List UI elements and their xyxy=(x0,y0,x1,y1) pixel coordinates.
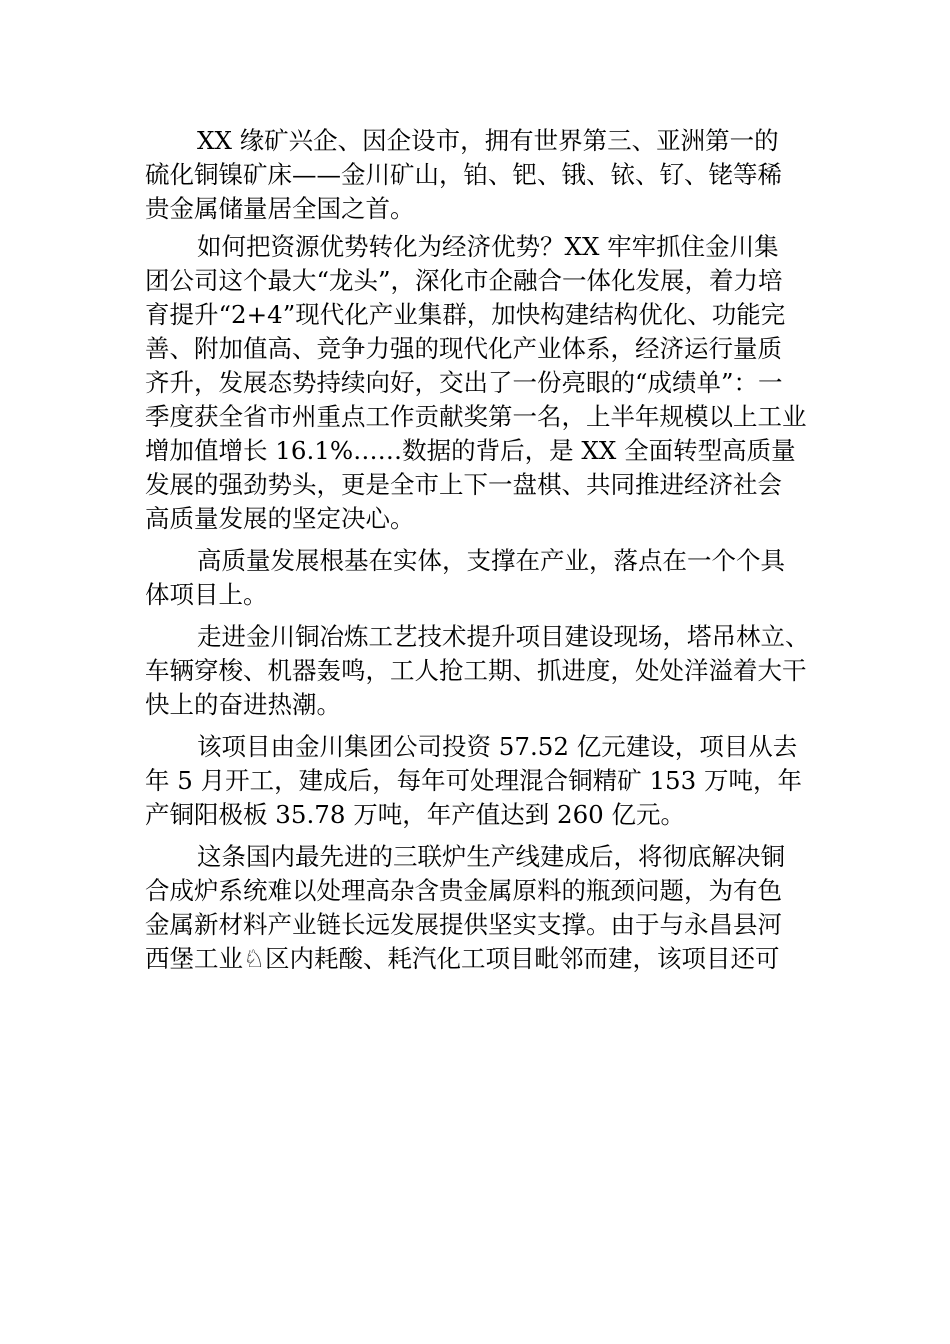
paragraph-industry xyxy=(145,544,815,612)
text-line: 快上的奋进热潮。 xyxy=(145,690,341,719)
text-line: 走进金川铜冶炼工艺技术提升项目建设现场，塔吊林立、 xyxy=(197,622,810,651)
text-line: 齐升，发展态势持续向好，交出了一份亮眼的“成绩单”：一 xyxy=(145,368,783,397)
text-line: 车辆穿梭、机器轰鸣，工人抢工期、抓进度，处处洋溢着大干 xyxy=(145,656,807,685)
document-body xyxy=(145,124,815,976)
text-line: 年 5 月开工，建成后，每年可处理混合铜精矿 153 万吨，年 xyxy=(145,766,802,795)
paragraph-economy xyxy=(145,230,815,536)
text-line: 如何把资源优势转化为经济优势？XX 牢牢抓住金川集 xyxy=(197,232,779,261)
text-line: 高质量发展根基在实体，支撑在产业，落点在一个个具 xyxy=(197,546,785,575)
text-line: 季度获全省市州重点工作贡献奖第一名，上半年规模以上工业 xyxy=(145,402,807,431)
text-line: 该项目由金川集团公司投资 57.52 亿元建设，项目从去 xyxy=(197,732,798,761)
text-line: 硫化铜镍矿床——金川矿山，铂、钯、锇、铱、钌、铑等稀 xyxy=(145,160,782,189)
text-line: 产铜阳极板 35.78 万吨，年产值达到 260 亿元。 xyxy=(145,800,686,829)
text-line: XX 缘矿兴企、因企设市，拥有世界第三、亚洲第一的 xyxy=(197,126,779,155)
text-line: 增加值增长 16.1%……数据的背后，是 XX 全面转型高质量 xyxy=(145,436,796,465)
paragraph-investment xyxy=(145,730,815,832)
text-line: 团公司这个最大“龙头”，深化市企融合一体化发展，着力培 xyxy=(145,266,783,295)
paragraph-production-line xyxy=(145,840,815,976)
paragraph-resources xyxy=(145,124,815,226)
text-line: 体项目上。 xyxy=(145,580,268,609)
text-line: 合成炉系统难以处理高杂含贵金属原料的瓶颈问题，为有色 xyxy=(145,876,782,905)
text-line: 贵金属储量居全国之首。 xyxy=(145,194,415,223)
paragraph-site xyxy=(145,620,815,722)
text-line: 善、附加值高、竞争力强的现代化产业体系，经济运行量质 xyxy=(145,334,782,363)
text-line: 西堡工业♘区内耗酸、耗汽化工项目毗邻而建，该项目还可 xyxy=(145,944,780,973)
text-line: 育提升“2+4”现代化产业集群，加快构建结构优化、功能完 xyxy=(145,300,786,329)
text-line: 高质量发展的坚定决心。 xyxy=(145,504,415,533)
text-line: 发展的强劲势头，更是全市上下一盘棋、共同推进经济社会 xyxy=(145,470,782,499)
text-line: 这条国内最先进的三联炉生产线建成后，将彻底解决铜 xyxy=(197,842,785,871)
text-line: 金属新材料产业链长远发展提供坚实支撑。由于与永昌县河 xyxy=(145,910,782,939)
